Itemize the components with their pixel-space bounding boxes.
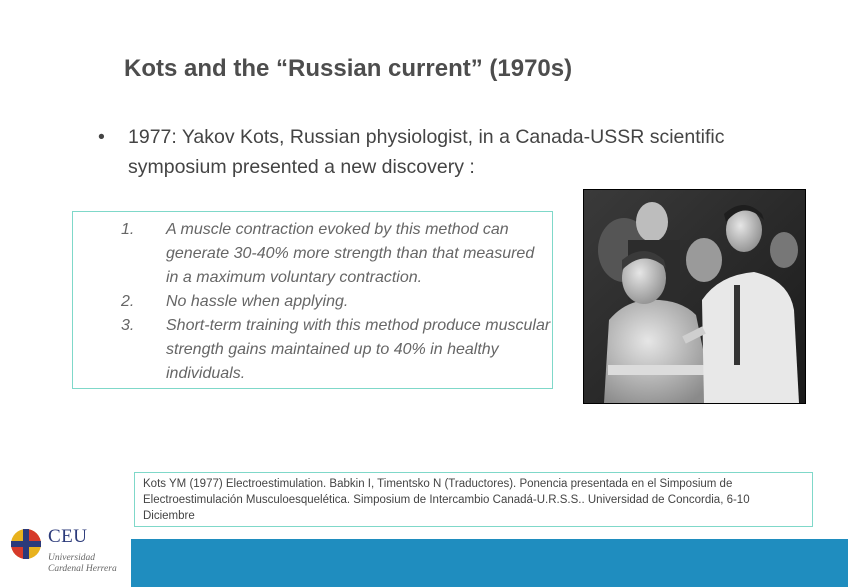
finding-number: 2.	[121, 293, 135, 310]
photo-illustration	[584, 190, 805, 403]
logo-name: CEU	[48, 526, 88, 547]
finding-text: Short-term training with this method produce muscular strength gains maintained up to 40% in healthy individuals.	[166, 317, 551, 382]
bullet-icon: •	[98, 126, 105, 148]
footer-bar	[131, 539, 848, 587]
logo-subtitle-1: Universidad	[48, 553, 95, 563]
historical-photo	[583, 189, 806, 404]
finding-text: A muscle contraction evoked by this method can generate 30-40% more strength than that measured in a maximum voluntary contraction.	[166, 221, 535, 286]
finding-number: 1.	[121, 221, 135, 238]
finding-number: 3.	[121, 317, 135, 334]
finding-text: No hassle when applying.	[166, 293, 349, 310]
findings-box	[72, 211, 553, 389]
ceu-cross-icon	[10, 528, 42, 560]
ceu-logo	[10, 526, 128, 582]
intro-bullet-text: 1977: Yakov Kots, Russian physiologist, in a Canada-USSR scientific symposium presented a new discovery :	[128, 126, 725, 178]
reference-box: Kots YM (1977) Electroestimulation. Babkin I, Timentsko N (Traductores). Ponencia presentada en el Simposium de Electroestimulación Musculoesquelética. Simposium de Intercambio Canadá-U.R.S.S.. Universidad de Concordia, 6-10 Diciembre	[134, 472, 813, 527]
logo-subtitle-2: Cardenal Herrera	[48, 564, 117, 574]
slide-title: Kots and the “Russian current” (1970s)	[124, 55, 573, 82]
